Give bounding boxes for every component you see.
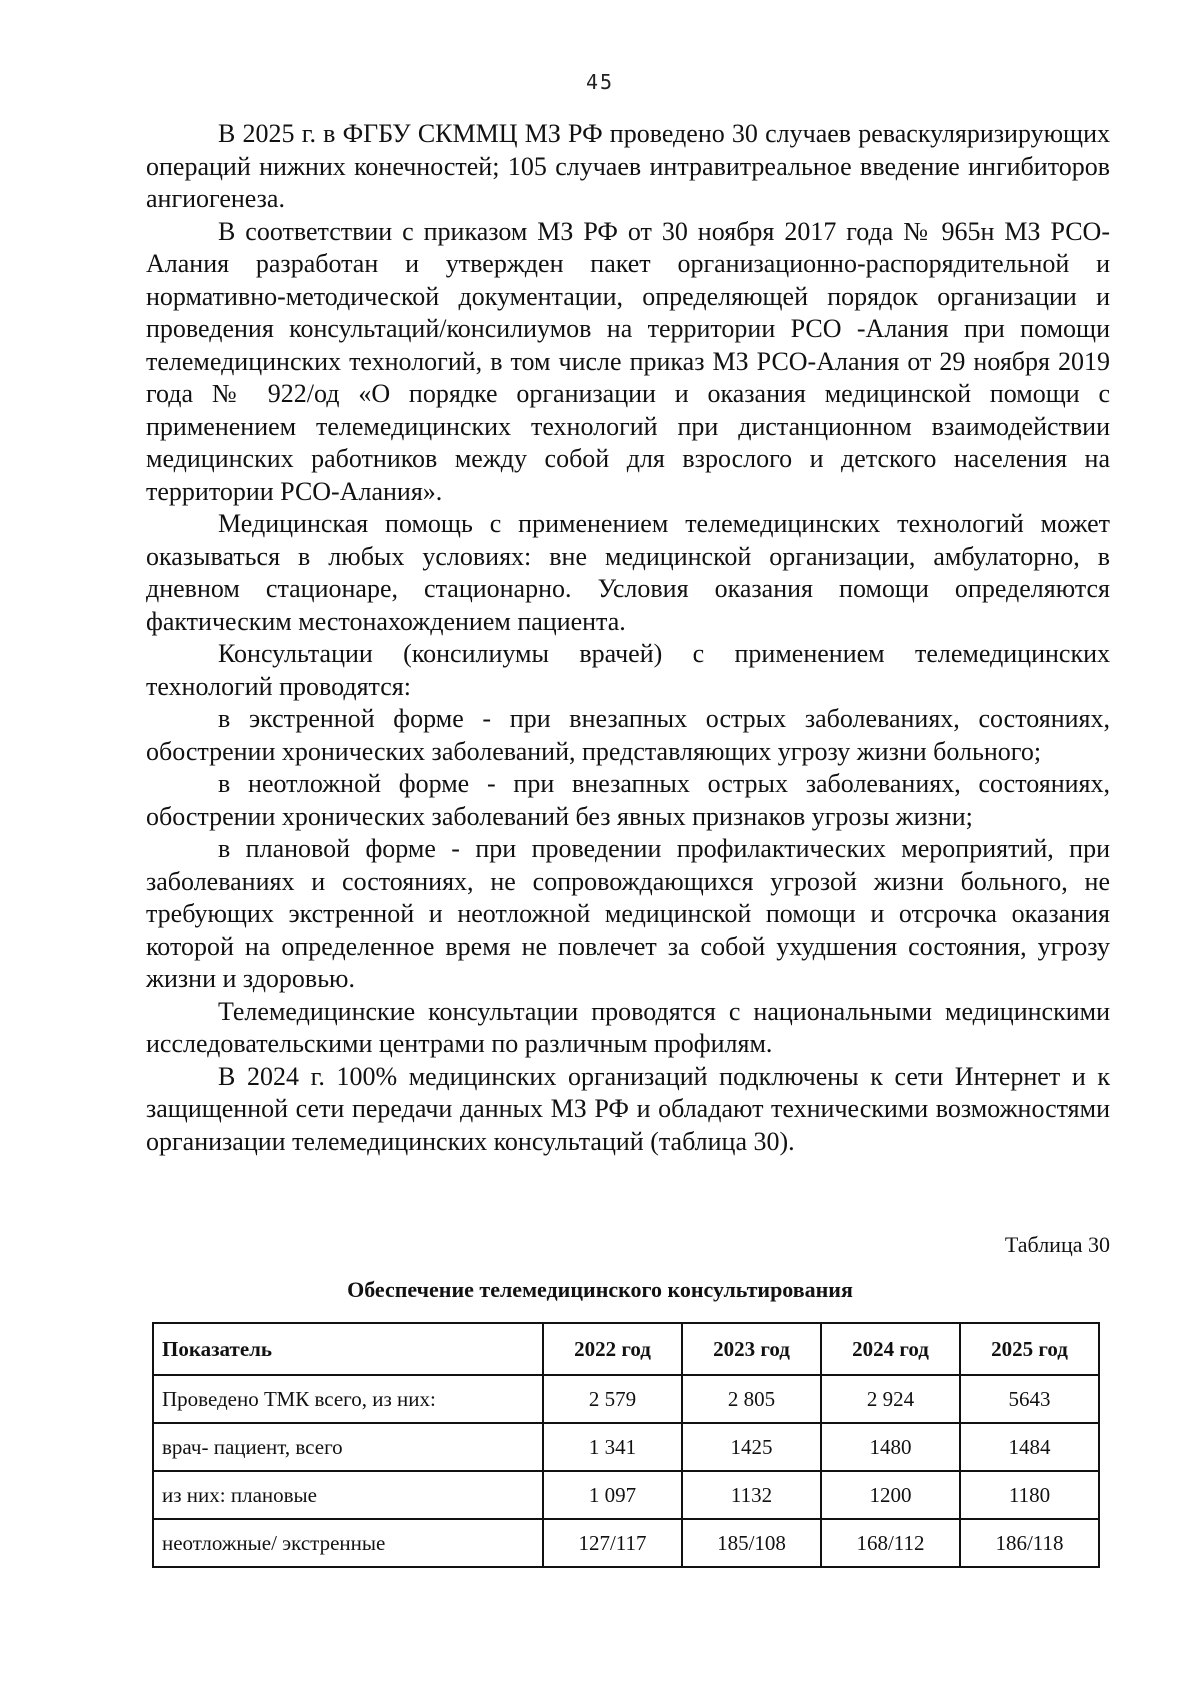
- table-header-cell: 2024 год: [821, 1323, 960, 1375]
- table-cell: 1132: [682, 1471, 821, 1519]
- table-cell: Проведено ТМК всего, из них:: [153, 1375, 543, 1423]
- table-cell: 168/112: [821, 1519, 960, 1567]
- table-header-cell: 2022 год: [543, 1323, 682, 1375]
- table-header-cell: 2025 год: [960, 1323, 1099, 1375]
- table-cell: 1200: [821, 1471, 960, 1519]
- table-cell: 2 579: [543, 1375, 682, 1423]
- paragraph: Консультации (консилиумы врачей) с применением телемедицинских технологий проводятся:: [146, 639, 1110, 701]
- document-body: [146, 118, 1110, 1158]
- table-cell: 185/108: [682, 1519, 821, 1567]
- table-cell: 1480: [821, 1423, 960, 1471]
- paragraph: В 2024 г. 100% медицинских организаций подключены к сети Интернет и к защищенной сети передачи данных МЗ РФ и обладают техническими возможностями организации телемедицинских консультаций (таблица 30).: [146, 1061, 1110, 1156]
- table-cell: 127/117: [543, 1519, 682, 1567]
- table-cell: 1 341: [543, 1423, 682, 1471]
- table-row: [153, 1471, 1099, 1519]
- table-cell: врач- пациент, всего: [153, 1423, 543, 1471]
- table-cell: 1 097: [543, 1471, 682, 1519]
- table-caption: Таблица 30: [1004, 1232, 1110, 1257]
- table-cell: из них: плановые: [153, 1471, 543, 1519]
- paragraph: в экстренной форме - при внезапных острых заболеваниях, состояниях, обострении хронических заболеваний, представляющих угрозу жизни больного;: [146, 704, 1110, 766]
- paragraph: Телемедицинские консультации проводятся с национальными медицинскими исследовательскими центрами по различным профилям.: [146, 996, 1110, 1058]
- paragraph: Медицинская помощь с применением телемедицинских технологий может оказываться в любых условиях: вне медицинской организации, амбулаторно, в дневном стационаре, стационарно. Условия оказания помощи определяются фактическим местонахождением пациента.: [146, 509, 1110, 636]
- table-title: Обеспечение телемедицинского консультирования: [347, 1277, 853, 1302]
- paragraph: в плановой форме - при проведении профилактических мероприятий, при заболеваниях и состояниях, не сопровождающихся угрозой жизни больного, не требующих экстренной и неотложной медицинской помощи и отсрочка оказания которой на определенное время не повлечет за собой ухудшения состояния, угрозу жизни и здоровью.: [146, 834, 1110, 993]
- data-table: [152, 1322, 1100, 1568]
- table-cell: 186/118: [960, 1519, 1099, 1567]
- table-header-cell: Показатель: [153, 1323, 543, 1375]
- table-header-row: [153, 1323, 1099, 1375]
- table-cell: 2 805: [682, 1375, 821, 1423]
- table-row: [153, 1375, 1099, 1423]
- table-header-cell: 2023 год: [682, 1323, 821, 1375]
- table-cell: 1425: [682, 1423, 821, 1471]
- paragraph: В соответствии с приказом МЗ РФ от 30 ноября 2017 года № 965н МЗ РСО-Алания разработан и утвержден пакет организационно-распорядительной и нормативно-методической документации, определяющей порядок организации и проведения консультаций/консилиумов на территории РСО -Алания при помощи телемедицинских технологий, в том числе приказ МЗ РСО-Алания от 29 ноября 2019 года № 922/од «О порядке организации и оказания медицинской помощи с применением телемедицинских технологий при дистанционном взаимодействии медицинских работников между собой для взрослого и детского населения на территории РСО-Алания».: [146, 216, 1110, 506]
- table-cell: 5643: [960, 1375, 1099, 1423]
- table-row: [153, 1423, 1099, 1471]
- paragraph: в неотложной форме - при внезапных острых заболеваниях, состояниях, обострении хронических заболеваний без явных признаков угрозы жизни;: [146, 769, 1110, 831]
- table-cell: неотложные/ экстренные: [153, 1519, 543, 1567]
- paragraph: В 2025 г. в ФГБУ СКММЦ МЗ РФ проведено 30 случаев реваскуляризирующих операций нижних конечностей; 105 случаев интравитреальное введение ингибиторов ангиогенеза.: [146, 119, 1110, 213]
- page-number: 45: [585, 70, 615, 94]
- table-cell: 1180: [960, 1471, 1099, 1519]
- table-cell: 2 924: [821, 1375, 960, 1423]
- table-cell: 1484: [960, 1423, 1099, 1471]
- table-row: [153, 1519, 1099, 1567]
